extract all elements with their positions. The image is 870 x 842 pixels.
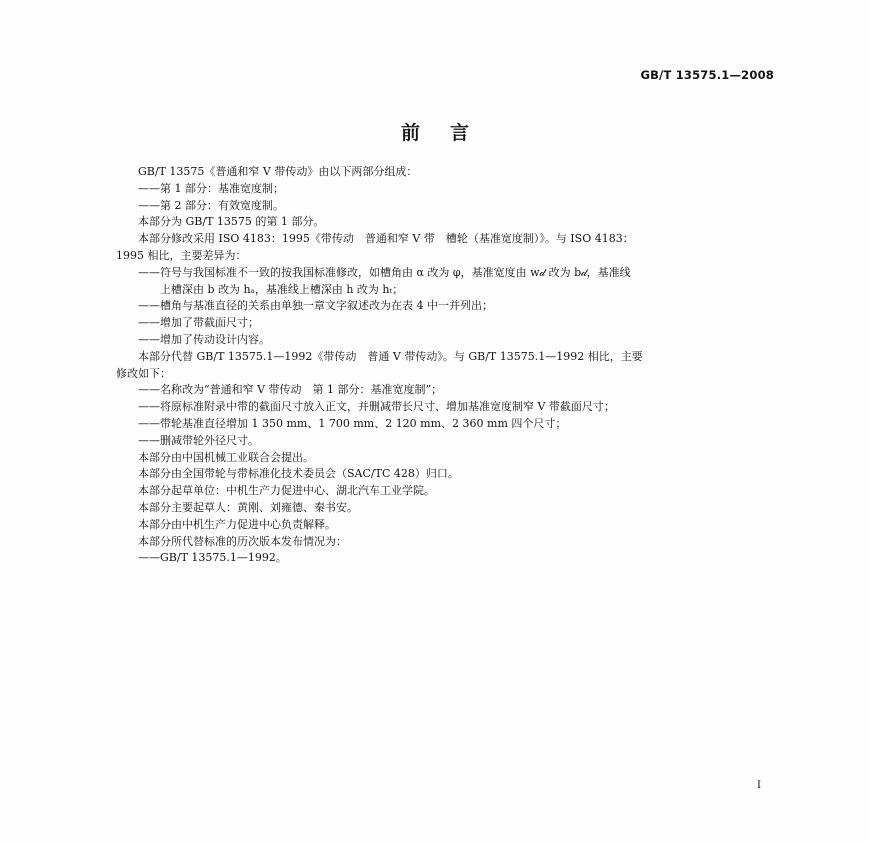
- paragraph-continuation: 1995 相比，主要差异为：: [116, 248, 247, 262]
- list-item: ——增加了带截面尺寸；: [138, 316, 259, 330]
- paragraph-continuation: 修改如下：: [116, 366, 171, 380]
- list-item: ——槽角与基准直径的关系由单独一章文字叙述改为在表 4 中一并列出；: [138, 299, 493, 313]
- paragraph: 本部分由全国带轮与带标准化技术委员会（SAC/TC 428）归口。: [138, 467, 459, 481]
- paragraph: 本部分所代替标准的历次版本发布情况为：: [138, 534, 347, 548]
- paragraph: 本部分为 GB/T 13575 的第 1 部分。: [138, 215, 325, 229]
- list-item: ——符号与我国标准不一致的按我国标准修改，如槽角由 α 改为 φ，基准宽度由 w𝒹 改为 b𝒹，基准线: [138, 265, 631, 279]
- list-item: ——将原标准附录中带的截面尺寸放入正文，并删减带长尺寸、增加基准宽度制窄 V 带截面尺寸；: [138, 400, 615, 414]
- paragraph: 本部分由中机生产力促进中心负责解释。: [138, 517, 336, 531]
- foreword-body: [116, 164, 776, 567]
- paragraph: 本部分修改采用 ISO 4183：1995《带传动 普通和窄 V 带 槽轮（基准宽度制）》。与 ISO 4183：: [138, 232, 634, 246]
- paragraph: 本部分代替 GB/T 13575.1—1992《带传动 普通 V 带传动》。与 GB/T 13575.1—1992 相比，主要: [138, 349, 643, 363]
- paragraph: 本部分由中国机械工业联合会提出。: [138, 450, 314, 464]
- page-title: 前言: [400, 122, 499, 144]
- list-item: ——GB/T 13575.1—1992。: [138, 551, 287, 565]
- paragraph: 本部分主要起草人：黄刚、刘雍德、秦书安。: [138, 500, 358, 514]
- paragraph: 本部分起草单位：中机生产力促进中心、湖北汽车工业学院。: [138, 484, 435, 498]
- list-item: ——第 2 部分：有效宽度制。: [138, 198, 284, 212]
- page-number: I: [757, 780, 761, 791]
- list-item: ——第 1 部分：基准宽度制；: [138, 181, 284, 195]
- standard-number: GB/T 13575.1—2008: [640, 68, 774, 82]
- paragraph: GB/T 13575《普通和窄 V 带传动》由以下两部分组成：: [138, 165, 418, 178]
- list-item: ——名称改为“普通和窄 V 带传动 第 1 部分：基准宽度制”；: [138, 383, 443, 397]
- list-item: ——增加了传动设计内容。: [138, 332, 270, 346]
- list-item: ——带轮基准直径增加 1 350 mm、1 700 mm、2 120 mm、2 360 mm 四个尺寸；: [138, 416, 567, 430]
- list-item: ——删减带轮外径尺寸。: [138, 433, 259, 447]
- list-item-continuation: 上槽深由 b 改为 hₐ，基准线上槽深由 h 改为 hₜ；: [160, 282, 404, 296]
